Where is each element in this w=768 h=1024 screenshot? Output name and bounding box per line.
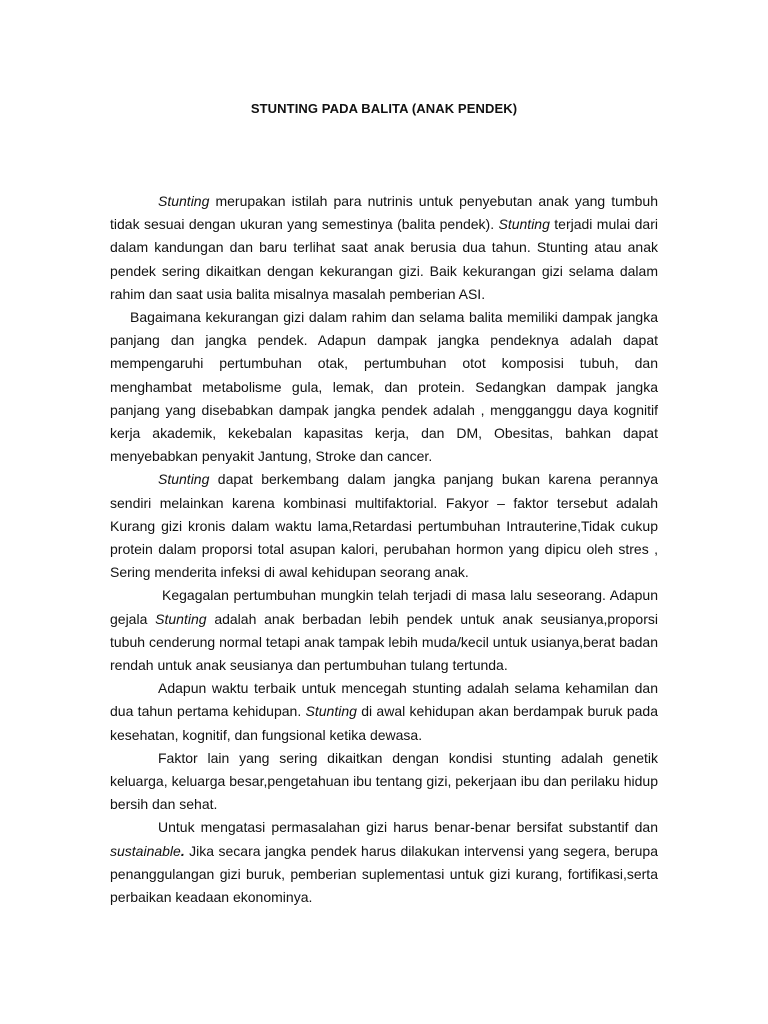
paragraph-6: [110, 747, 658, 817]
text-run: Adapun waktu terbaik untuk mencegah stunting adalah selama kehamilan dan dua tahun pertama kehidupan.: [110, 680, 658, 720]
paragraph-1: [110, 190, 658, 306]
italic-term: Stunting: [498, 216, 550, 233]
document-body: [110, 190, 658, 909]
paragraph-5: [110, 677, 658, 747]
italic-term: Stunting: [158, 471, 210, 488]
paragraph-3: [110, 468, 658, 584]
italic-term: Stunting: [305, 703, 357, 720]
text-run: Bagaimana kekurangan gizi dalam rahim dan selama balita memiliki dampak jangka panjang dan jangka pendek. Adapun dampak jangka pendeknya adalah dapat mempengaruhi pertumbuhan otak, pertumbuhan otot komposisi tubuh, dan menghambat metabolisme gula, lemak, dan protein. Sedangkan dampak jangka panjang yang disebabkan dampak jangka pendek adalah , mengganggu daya kognitif kerja akademik, kekebalan kapasitas kerja, dan DM, Obesitas, bahkan dapat menyebabkan penyakit Jantung, Stroke dan cancer.: [110, 309, 658, 465]
italic-term: Stunting: [158, 193, 210, 209]
paragraph-4: [110, 584, 658, 677]
document-title: STUNTING PADA BALITA (ANAK PENDEK): [250, 101, 518, 116]
text-run: terjadi mulai dari dalam kandungan dan baru terlihat saat anak berusia dua tahun. Stunting atau anak pendek sering dikaitkan dengan kekurangan gizi. Baik kekurangan gizi selama dalam rahim dan saat usia balita misalnya masalah pemberian ASI.: [110, 216, 658, 302]
paragraph-7: [110, 816, 658, 909]
text-run: dapat berkembang dalam jangka panjang bukan karena perannya sendiri melainkan karena kombinasi multifaktorial. Fakyor – faktor tersebut adalah Kurang gizi kronis dalam waktu lama,Retardasi pertumbuhan Intrauterine,Tidak cukup protein dalam proporsi total asupan kalori, perubahan hormon yang dipicu oleh stres , Sering menderita infeksi di awal kehidupan seorang anak.: [110, 471, 658, 581]
italic-term: sustainable: [110, 842, 181, 859]
paragraph-2: [110, 306, 658, 468]
bold-period: .: [180, 842, 185, 859]
text-run: Jika secara jangka pendek harus dilakukan intervensi yang segera, berupa penanggulangan gizi buruk, pemberian suplementasi untuk gizi kurang, fortifikasi,serta perbaikan keadaan ekonominya.: [110, 842, 658, 906]
text-run: adalah anak berbadan lebih pendek untuk anak seusianya,proporsi tubuh cenderung normal tetapi anak tampak lebih muda/kecil untuk usianya,berat badan rendah untuk anak seusianya dan pertumbuhan tulang tertunda.: [110, 610, 658, 674]
text-run: Faktor lain yang sering dikaitkan dengan kondisi stunting adalah genetik keluarga, keluarga besar,pengetahuan ibu tentang gizi, pekerjaan ibu dan perilaku hidup bersih dan sehat.: [110, 749, 658, 813]
italic-term: Stunting: [155, 610, 207, 627]
text-run: di awal kehidupan akan berdampak buruk pada kesehatan, kognitif, dan fungsional ketika dewasa.: [110, 703, 658, 743]
text-run: merupakan istilah para nutrinis untuk penyebutan anak yang tumbuh tidak sesuai dengan ukuran yang semestinya (balita pendek).: [110, 193, 658, 233]
text-run: Kegagalan pertumbuhan mungkin telah terjadi di masa lalu seseorang. Adapun gejala: [110, 587, 658, 627]
text-run: Untuk mengatasi permasalahan gizi harus benar-benar bersifat substantif dan: [158, 819, 658, 836]
